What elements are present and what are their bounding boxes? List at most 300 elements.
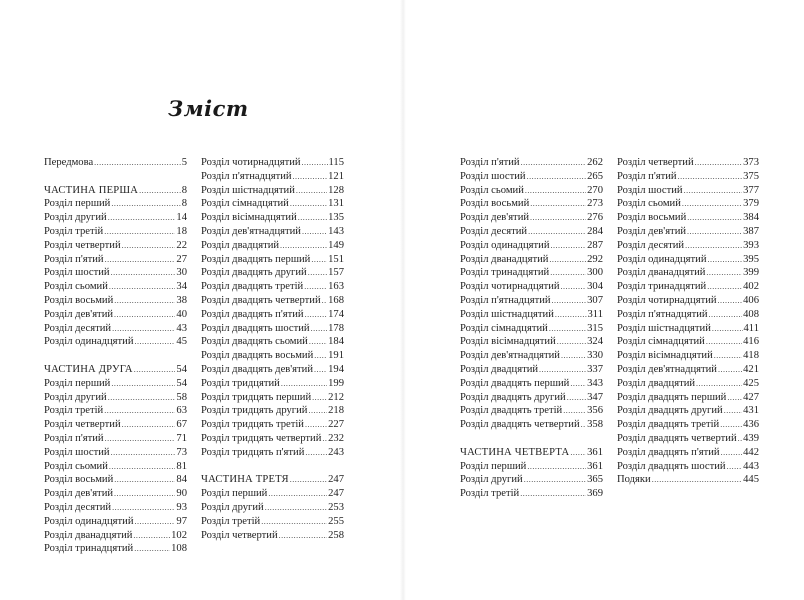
toc-entry-page: 194 — [328, 363, 344, 375]
toc-part-heading[interactable] — [44, 363, 187, 377]
toc-entry[interactable] — [44, 446, 187, 460]
toc-entry[interactable] — [617, 156, 759, 170]
toc-entry[interactable] — [617, 184, 759, 198]
toc-entry[interactable] — [201, 197, 344, 211]
toc-entry-page: 361 — [587, 446, 603, 458]
toc-entry-title: Розділ двадцять другий — [460, 391, 566, 403]
toc-entry[interactable] — [617, 308, 759, 322]
toc-entry[interactable] — [201, 253, 344, 267]
toc-entry[interactable] — [460, 239, 603, 253]
toc-entry[interactable] — [617, 280, 759, 294]
toc-entry-title: Розділ п'ятнадцятий — [201, 170, 292, 182]
dot-leader — [550, 266, 586, 280]
toc-entry-title: Розділ перший — [44, 377, 111, 389]
toc-entry[interactable] — [201, 404, 344, 418]
toc-entry-page: 102 — [171, 529, 187, 541]
toc-entry-page: 337 — [587, 363, 603, 375]
toc-entry-page: 73 — [176, 446, 187, 458]
dot-leader — [687, 225, 742, 239]
dot-leader — [265, 501, 327, 515]
toc-entry-title: Розділ одинадцятий — [44, 515, 134, 527]
toc-entry[interactable] — [201, 349, 344, 363]
toc-entry-page: 97 — [176, 515, 187, 527]
toc-entry-page: 287 — [587, 239, 603, 251]
dot-leader — [549, 253, 586, 267]
toc-entry-page: 191 — [328, 350, 344, 362]
toc-entry[interactable] — [460, 308, 603, 322]
dot-leader — [555, 308, 587, 322]
dot-leader — [314, 349, 327, 363]
toc-entry[interactable] — [201, 487, 344, 501]
toc-entry[interactable] — [44, 197, 187, 211]
toc-entry-page: 358 — [587, 419, 603, 431]
toc-entry[interactable] — [460, 349, 603, 363]
toc-entry[interactable] — [201, 184, 344, 198]
toc-entry-page: 442 — [743, 446, 759, 458]
dot-leader — [721, 446, 743, 460]
toc-entry[interactable] — [44, 266, 187, 280]
dot-leader — [104, 404, 175, 418]
toc-entry[interactable] — [201, 391, 344, 405]
toc-entry-title: Розділ шістнадцятий — [201, 184, 295, 196]
toc-entry[interactable] — [44, 335, 187, 349]
dot-leader — [135, 335, 176, 349]
toc-entry-page: 227 — [328, 419, 344, 431]
dot-leader — [524, 473, 586, 487]
toc-part-heading[interactable] — [44, 184, 187, 198]
toc-entry-title: Розділ дев'ятий — [617, 225, 687, 237]
toc-entry-page: 143 — [328, 225, 344, 237]
dot-leader — [570, 377, 586, 391]
dot-leader — [530, 211, 586, 225]
dot-leader — [311, 253, 327, 267]
toc-entry-title: Розділ п'ятнадцятий — [617, 308, 708, 320]
toc-entry-page: 395 — [743, 253, 759, 265]
toc-entry[interactable] — [44, 487, 187, 501]
toc-entry-page: 427 — [743, 391, 759, 403]
toc-entry-title: Розділ п'ятий — [44, 253, 104, 265]
toc-entry-page: 151 — [328, 253, 344, 265]
toc-entry-title: Розділ третій — [460, 488, 520, 500]
toc-entry-title: Розділ тринадцятий — [617, 281, 707, 293]
toc-entry-title: Розділ двадцять четвертий — [201, 294, 321, 306]
toc-entry[interactable] — [44, 515, 187, 529]
toc-entry-title: Розділ чотирнадцятий — [460, 281, 560, 293]
toc-entry[interactable] — [460, 156, 603, 170]
toc-entry[interactable] — [44, 460, 187, 474]
dot-leader — [322, 294, 328, 308]
toc-entry[interactable] — [44, 253, 187, 267]
dot-leader — [312, 391, 327, 405]
toc-entry[interactable] — [44, 280, 187, 294]
toc-entry-page: 71 — [176, 432, 187, 444]
page-title: Зміст — [168, 96, 249, 121]
toc-entry[interactable] — [617, 418, 759, 432]
toc-entry-page: 38 — [176, 294, 187, 306]
toc-entry[interactable] — [201, 156, 344, 170]
toc-entry[interactable] — [201, 515, 344, 529]
toc-entry[interactable] — [44, 432, 187, 446]
toc-entry-title: Розділ тридцять четвертий — [201, 432, 322, 444]
dot-leader — [305, 418, 327, 432]
toc-entry[interactable] — [617, 294, 759, 308]
dot-leader — [111, 197, 180, 211]
dot-leader — [293, 170, 328, 184]
toc-entry-title: Розділ сьомий — [460, 184, 524, 196]
toc-entry-title: Розділ п'ятий — [460, 157, 520, 168]
toc-entry[interactable] — [44, 294, 187, 308]
dot-leader — [527, 460, 586, 474]
toc-entry[interactable] — [201, 239, 344, 253]
toc-entry-title: Розділ сьомий — [44, 281, 108, 293]
toc-entry[interactable] — [617, 460, 759, 474]
toc-entry[interactable] — [460, 184, 603, 198]
toc-entry[interactable] — [617, 266, 759, 280]
toc-entry[interactable] — [44, 211, 187, 225]
toc-entry[interactable] — [460, 211, 603, 225]
dot-leader — [261, 515, 327, 529]
toc-entry[interactable] — [201, 170, 344, 184]
toc-entry[interactable] — [201, 211, 344, 225]
toc-entry-page: 84 — [176, 474, 187, 486]
toc-entry-title: Розділ дев'ятнадцятий — [617, 363, 717, 375]
toc-entry-title: Розділ шостий — [44, 446, 110, 458]
toc-entry-page: 43 — [176, 322, 187, 334]
toc-entry-title: Розділ одинадцятий — [617, 253, 707, 265]
dot-leader — [707, 280, 742, 294]
dot-leader — [108, 211, 176, 225]
dot-leader — [104, 225, 175, 239]
toc-entry-title: Розділ сімнадцятий — [617, 336, 705, 348]
toc-entry-page: 445 — [743, 474, 759, 486]
toc-entry[interactable] — [617, 225, 759, 239]
dot-leader — [720, 418, 742, 432]
toc-entry-page: 27 — [176, 253, 187, 265]
toc-spacer — [44, 170, 187, 184]
dot-leader — [105, 432, 176, 446]
dot-leader — [302, 156, 328, 170]
toc-entry-title: Розділ п'ятий — [44, 432, 104, 444]
toc-entry-title: Розділ одинадцятий — [44, 336, 134, 348]
toc-entry-title: Розділ двадцятий — [460, 363, 539, 375]
toc-entry-page: 34 — [176, 281, 187, 293]
toc-entry-page: 54 — [176, 363, 187, 375]
toc-entry-title: ЧАСТИНА ДРУГА — [44, 363, 133, 375]
toc-entry[interactable] — [460, 197, 603, 211]
dot-leader — [695, 156, 742, 170]
toc-entry[interactable] — [44, 391, 187, 405]
dot-leader — [718, 294, 743, 308]
toc-entry[interactable] — [44, 225, 187, 239]
toc-entry-page: 115 — [328, 157, 344, 168]
toc-entry[interactable] — [460, 294, 603, 308]
toc-entry-page: 356 — [587, 405, 603, 417]
toc-entry[interactable] — [617, 197, 759, 211]
toc-entry[interactable] — [617, 404, 759, 418]
dot-leader — [308, 404, 327, 418]
toc-entry-title: Розділ дев'ятий — [44, 308, 114, 320]
toc-entry[interactable] — [44, 308, 187, 322]
dot-leader — [530, 197, 586, 211]
toc-entry-title: Розділ чотирнадцятий — [201, 157, 301, 168]
toc-entry[interactable] — [460, 391, 603, 405]
dot-leader — [567, 391, 586, 405]
dot-leader — [290, 197, 327, 211]
dot-leader — [709, 308, 743, 322]
toc-entry-page: 304 — [587, 281, 603, 293]
dot-leader — [528, 225, 586, 239]
toc-entry[interactable] — [460, 404, 603, 418]
toc-entry[interactable] — [44, 542, 187, 556]
toc-entry[interactable] — [460, 363, 603, 377]
toc-entry-page: 411 — [743, 322, 759, 334]
toc-entry-page: 121 — [328, 170, 344, 182]
toc-entry-title: Передмова — [44, 157, 94, 168]
dot-leader — [302, 225, 327, 239]
toc-entry-page: 8 — [181, 198, 187, 210]
toc-entry[interactable] — [44, 156, 187, 170]
dot-leader — [525, 184, 586, 198]
toc-entry[interactable] — [460, 280, 603, 294]
toc-entry-title: Розділ восьмий — [460, 198, 530, 210]
toc-entry-page: 375 — [743, 170, 759, 182]
toc-entry-title: Розділ шостий — [44, 267, 110, 279]
toc-entry[interactable] — [460, 253, 603, 267]
toc-entry[interactable] — [44, 239, 187, 253]
dot-leader — [109, 280, 176, 294]
toc-entry[interactable] — [617, 322, 759, 336]
toc-entry[interactable] — [460, 377, 603, 391]
toc-entry-title: Розділ двадцять другий — [201, 267, 307, 279]
toc-entry-title: ЧАСТИНА ПЕРША — [44, 184, 139, 196]
toc-entry-title: Розділ перший — [201, 488, 268, 500]
toc-entry-page: 292 — [587, 253, 603, 265]
toc-entry-page: 347 — [587, 391, 603, 403]
toc-entry-page: 14 — [176, 212, 187, 224]
toc-entry[interactable] — [617, 363, 759, 377]
toc-entry-page: 276 — [587, 212, 603, 224]
dot-leader — [563, 404, 586, 418]
toc-entry-title: Розділ третій — [44, 225, 104, 237]
toc-entry-page: 90 — [176, 488, 187, 500]
toc-entry[interactable] — [201, 432, 344, 446]
dot-leader — [112, 322, 175, 336]
dot-leader — [268, 487, 327, 501]
toc-column-4 — [617, 156, 759, 487]
toc-entry-title: Розділ тридцятий — [201, 377, 280, 389]
dot-leader — [135, 515, 176, 529]
toc-entry[interactable] — [617, 335, 759, 349]
toc-entry[interactable] — [460, 225, 603, 239]
toc-part-heading[interactable] — [201, 473, 344, 487]
toc-entry[interactable] — [460, 266, 603, 280]
toc-entry-page: 218 — [328, 405, 344, 417]
toc-entry[interactable] — [617, 446, 759, 460]
dot-leader — [520, 487, 586, 501]
dot-leader — [139, 184, 181, 198]
toc-entry[interactable] — [201, 308, 344, 322]
page-gutter — [400, 0, 406, 600]
toc-entry-title: Розділ дев'ятий — [44, 488, 114, 500]
dot-leader — [557, 335, 586, 349]
toc-entry-page: 135 — [328, 212, 344, 224]
toc-entry[interactable] — [44, 377, 187, 391]
dot-leader — [112, 501, 175, 515]
toc-entry[interactable] — [617, 211, 759, 225]
toc-entry-page: 387 — [743, 225, 759, 237]
dot-leader — [279, 529, 327, 543]
toc-entry[interactable] — [617, 432, 759, 446]
toc-entry[interactable] — [201, 225, 344, 239]
toc-entry-page: 307 — [587, 294, 603, 306]
dot-leader — [706, 266, 742, 280]
toc-entry[interactable] — [617, 349, 759, 363]
toc-entry-page: 178 — [328, 322, 344, 334]
toc-entry-title: Розділ сьомий — [617, 198, 681, 210]
toc-entry-page: 247 — [328, 488, 344, 500]
toc-entry[interactable] — [201, 529, 344, 543]
toc-entry[interactable] — [460, 170, 603, 184]
dot-leader — [105, 253, 176, 267]
dot-leader — [714, 349, 742, 363]
toc-entry-page: 8 — [181, 184, 187, 196]
toc-entry-title: Розділ двадцять шостий — [617, 460, 726, 472]
toc-entry[interactable] — [460, 460, 603, 474]
toc-entry-title: Розділ двадцять другий — [617, 405, 723, 417]
toc-entry-title: Розділ вісімнадцятий — [617, 350, 713, 362]
toc-entry[interactable] — [201, 418, 344, 432]
toc-entry-title: Розділ дев'ятнадцятий — [460, 350, 560, 362]
toc-entry-title: Розділ восьмий — [44, 294, 114, 306]
toc-entry-page: 58 — [176, 391, 187, 403]
toc-entry-title: Розділ десятий — [460, 225, 528, 237]
dot-leader — [280, 239, 327, 253]
toc-entry[interactable] — [44, 322, 187, 336]
toc-spacer — [201, 460, 344, 474]
toc-entry[interactable] — [201, 335, 344, 349]
toc-entry[interactable] — [201, 322, 344, 336]
toc-entry-page: 163 — [328, 281, 344, 293]
toc-column-3 — [460, 156, 603, 501]
toc-entry-page: 402 — [743, 281, 759, 293]
toc-entry-title: Розділ двадцять четвертий — [460, 419, 580, 431]
toc-entry-page: 18 — [176, 225, 187, 237]
toc-entry[interactable] — [44, 473, 187, 487]
toc-entry-page: 22 — [176, 239, 187, 251]
toc-entry[interactable] — [460, 335, 603, 349]
dot-leader — [561, 280, 587, 294]
toc-entry-title: Розділ двадцять шостий — [201, 322, 310, 334]
toc-entry-title: Розділ одинадцятий — [460, 239, 550, 251]
toc-entry-page: 330 — [587, 350, 603, 362]
toc-entry[interactable] — [44, 404, 187, 418]
toc-entry[interactable] — [201, 363, 344, 377]
toc-entry-title: Розділ двадцятий — [201, 239, 280, 251]
toc-entry-page: 30 — [176, 267, 187, 279]
dot-leader — [281, 377, 327, 391]
toc-spacer — [460, 432, 603, 446]
toc-entry[interactable] — [460, 473, 603, 487]
toc-entry-page: 265 — [587, 170, 603, 182]
toc-entry-title: Розділ п'ятий — [617, 170, 677, 182]
toc-entry[interactable] — [44, 418, 187, 432]
toc-entry-page: 406 — [743, 294, 759, 306]
toc-entry-page: 45 — [176, 336, 187, 348]
dot-leader — [682, 197, 742, 211]
toc-entry-page: 324 — [587, 336, 603, 348]
toc-entry-title: Розділ шостий — [460, 170, 526, 182]
toc-entry-title: Розділ десятий — [44, 322, 112, 334]
toc-column-1 — [44, 156, 187, 556]
dot-leader — [570, 446, 586, 460]
toc-entry[interactable] — [201, 446, 344, 460]
toc-spacer — [44, 349, 187, 363]
toc-entry-page: 128 — [328, 184, 344, 196]
toc-entry-title: Розділ четвертий — [44, 419, 121, 431]
toc-entry[interactable] — [201, 501, 344, 515]
toc-entry-title: Розділ двадцять сьомий — [201, 336, 308, 348]
toc-entry-page: 54 — [176, 377, 187, 389]
toc-entry[interactable] — [617, 377, 759, 391]
toc-entry[interactable] — [460, 487, 603, 501]
toc-part-heading[interactable] — [460, 446, 603, 460]
toc-entry-page: 393 — [743, 239, 759, 251]
toc-entry-page: 232 — [328, 432, 344, 444]
toc-entry-page: 273 — [587, 198, 603, 210]
toc-entry-page: 81 — [176, 460, 187, 472]
dot-leader — [111, 377, 175, 391]
toc-entry-title: Розділ дванадцятий — [460, 253, 549, 265]
toc-entry[interactable] — [460, 418, 603, 432]
toc-entry[interactable] — [44, 501, 187, 515]
dot-leader — [298, 211, 327, 225]
toc-entry[interactable] — [617, 253, 759, 267]
toc-entry-page: 399 — [743, 267, 759, 279]
dot-leader — [311, 322, 328, 336]
toc-entry[interactable] — [460, 322, 603, 336]
toc-entry-page: 149 — [328, 239, 344, 251]
toc-entry-title: Розділ двадцять п'ятий — [201, 308, 304, 320]
toc-entry-page: 63 — [176, 405, 187, 417]
dot-leader — [134, 542, 170, 556]
dot-leader — [305, 446, 327, 460]
toc-entry-title: Розділ десятий — [617, 239, 685, 251]
toc-entry-title: Розділ вісімнадцятий — [201, 212, 297, 224]
toc-entry[interactable] — [44, 529, 187, 543]
toc-entry[interactable] — [617, 170, 759, 184]
dot-leader — [109, 460, 176, 474]
toc-entry-page: 379 — [743, 198, 759, 210]
toc-entry[interactable] — [201, 280, 344, 294]
dot-leader — [552, 294, 587, 308]
toc-entry-page: 108 — [171, 543, 187, 555]
toc-entry[interactable] — [617, 473, 759, 487]
toc-entry-page: 243 — [328, 446, 344, 458]
toc-entry-title: Розділ двадцять третій — [617, 419, 720, 431]
toc-entry[interactable] — [201, 377, 344, 391]
toc-entry-page: 431 — [743, 405, 759, 417]
toc-entry-title: Розділ тридцять третій — [201, 419, 304, 431]
toc-entry[interactable] — [201, 294, 344, 308]
toc-entry-title: Розділ шістнадцятий — [617, 322, 711, 334]
toc-entry-page: 40 — [176, 308, 187, 320]
toc-entry-title: Розділ четвертий — [44, 239, 121, 251]
dot-leader — [724, 404, 742, 418]
toc-entry[interactable] — [617, 391, 759, 405]
toc-entry[interactable] — [201, 266, 344, 280]
toc-entry-page: 67 — [176, 419, 187, 431]
toc-entry[interactable] — [617, 239, 759, 253]
